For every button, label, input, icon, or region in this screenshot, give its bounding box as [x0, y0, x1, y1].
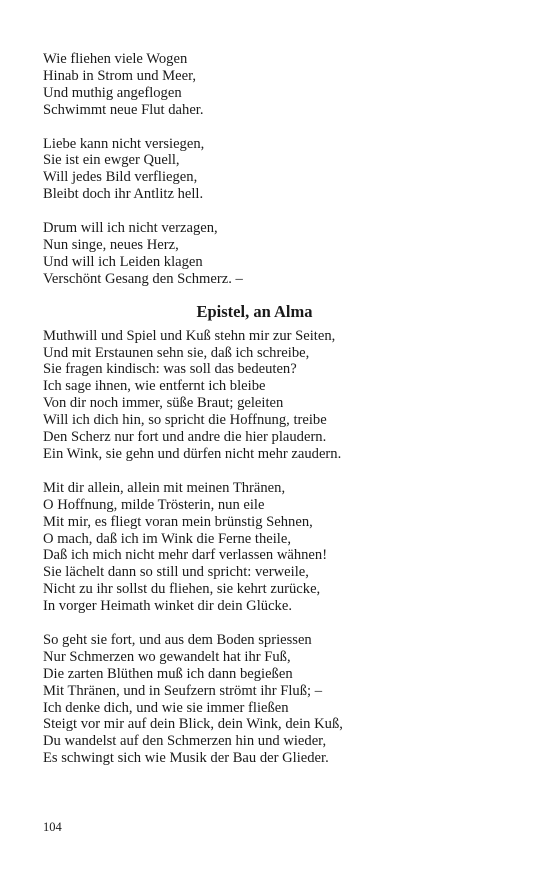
- verse-line: Und will ich Leiden klagen: [43, 253, 203, 270]
- verse-line: Verschönt Gesang den Schmerz. –: [43, 270, 243, 287]
- poem1-stanza-2: [43, 136, 473, 204]
- verse-line: Will jedes Bild verfliegen,: [43, 169, 198, 186]
- verse-line: Sie ist ein ewger Quell,: [43, 152, 180, 169]
- verse-line: In vorger Heimath winket dir dein Glücke.: [43, 598, 292, 615]
- verse-line: Bleibt doch ihr Antlitz hell.: [43, 186, 204, 203]
- verse-line: Ein Wink, sie gehn und dürfen nicht mehr zaudern.: [43, 446, 342, 462]
- poem2-stanza-3: [43, 632, 473, 767]
- verse-line: Will ich dich hin, so spricht die Hoffnung, treibe: [43, 412, 327, 429]
- verse-line: Mit Thränen, und in Seufzern strömt ihr Fluß; –: [43, 682, 323, 699]
- verse-line: Ich sage ihnen, wie entfernt ich bleibe: [43, 378, 266, 395]
- verse-line: Nur Schmerzen wo gewandelt hat ihr Fuß,: [43, 648, 291, 665]
- verse-line: Sie fragen kindisch: was soll das bedeuten?: [43, 361, 297, 378]
- verse-line: Sie lächelt dann so still und spricht: verweile,: [43, 564, 309, 581]
- poem2-stanza-2: [43, 480, 473, 615]
- poem-title: Epistel, an Alma: [196, 301, 313, 321]
- verse-line: O mach, daß ich im Wink die Ferne theile,: [43, 530, 291, 547]
- verse-line: Es schwingt sich wie Musik der Bau der Glieder.: [43, 750, 329, 767]
- verse-line: Du wandelst auf den Schmerzen hin und wieder,: [43, 733, 327, 750]
- verse-line: Den Scherz nur fort und andre die hier plaudern.: [43, 429, 327, 446]
- verse-line: Nicht zu ihr sollst du fliehen, sie kehrt zurücke,: [43, 581, 321, 598]
- verse-line: Steigt vor mir auf dein Blick, dein Wink, dein Kuß,: [43, 716, 343, 733]
- poem1-stanza-3: [43, 220, 473, 288]
- verse-line: Hinab in Strom und Meer,: [43, 67, 197, 84]
- verse-line: Ich denke dich, und wie sie immer fließen: [43, 699, 289, 716]
- verse-line: O Hoffnung, milde Trösterin, nun eile: [43, 496, 265, 513]
- page-number: 104: [43, 820, 62, 834]
- verse-line: Mit dir allein, allein mit meinen Thränen,: [43, 479, 286, 496]
- verse-line: Daß ich mich nicht mehr darf verlassen wähnen!: [43, 547, 328, 564]
- verse-line: Liebe kann nicht versiegen,: [43, 135, 205, 152]
- verse-line: Drum will ich nicht verzagen,: [43, 220, 218, 237]
- poem2-stanza-1: [43, 328, 473, 463]
- verse-line: So geht sie fort, und aus dem Boden spriessen: [43, 631, 312, 648]
- verse-line: Mit mir, es fliegt voran mein brünstig Sehnen,: [43, 513, 313, 530]
- verse-line: Von dir noch immer, süße Braut; geleiten: [43, 395, 284, 412]
- page-body: [43, 51, 473, 767]
- poem1-stanza-1: [43, 51, 473, 119]
- verse-line: Muthwill und Spiel und Kuß stehn mir zur Seiten,: [43, 327, 336, 344]
- verse-line: Wie fliehen viele Wogen: [43, 51, 188, 67]
- verse-line: Die zarten Blüthen muß ich dann begießen: [43, 665, 293, 682]
- verse-line: Und muthig angeflogen: [43, 84, 182, 101]
- verse-line: Schwimmt neue Flut daher.: [43, 101, 204, 118]
- verse-line: Und mit Erstaunen sehn sie, daß ich schreibe,: [43, 344, 310, 361]
- verse-line: Nun singe, neues Herz,: [43, 236, 179, 253]
